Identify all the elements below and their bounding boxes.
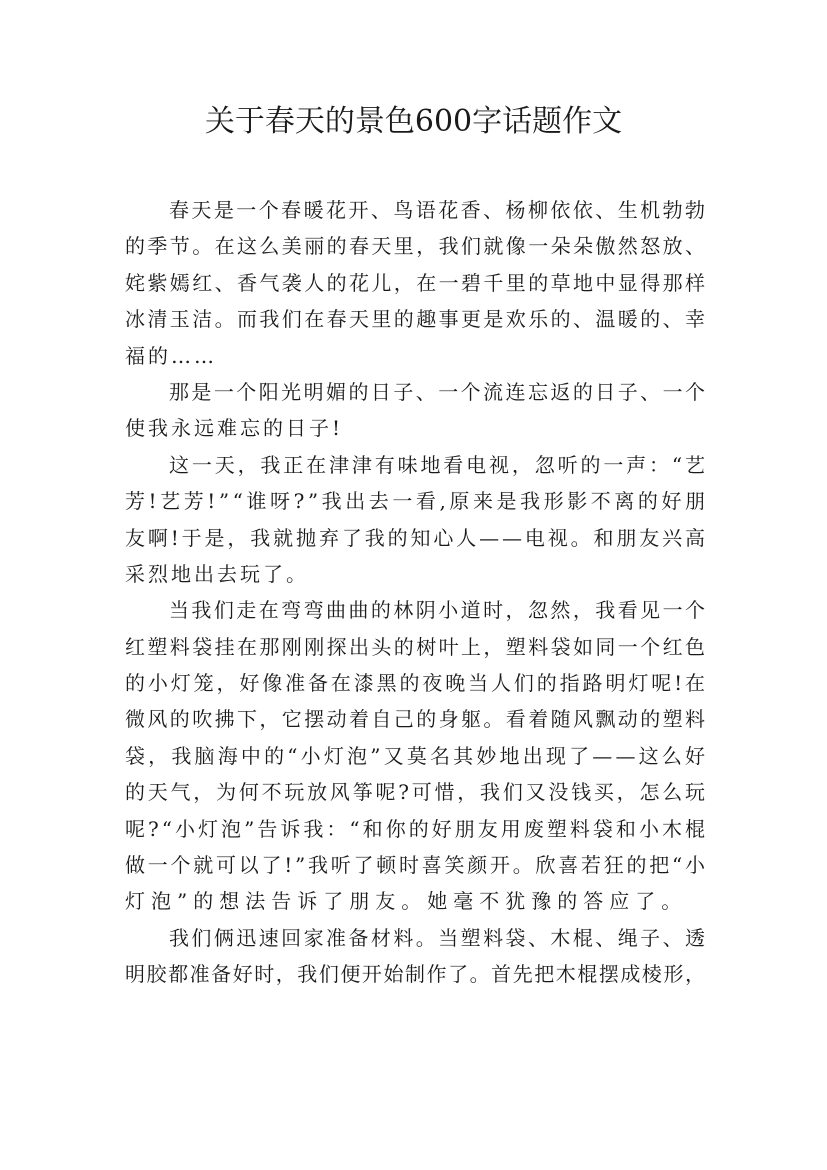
text-line: 微风的吹拂下，它摆动着自己的身躯。看着随风飘动的塑料 [125, 707, 708, 732]
text-line: 春天是一个春暖花开、鸟语花香、杨柳依依、生机勃勃 [169, 198, 708, 222]
text-line: 那是一个阳光明媚的日子、一个流连忘返的日子、一个 [169, 379, 708, 404]
text-line: 的小灯笼，好像准备在漆黑的夜晚当人们的指路明灯呢!在 [125, 671, 708, 696]
text-line: 袋，我脑海中的“小灯泡”又莫名其妙地出现了——这么好 [125, 743, 709, 768]
document-title: 关于春天的景色600字话题作文 [204, 104, 623, 139]
text-line: 灯泡”的想法告诉了朋友。她毫不犹豫的答应了。 [125, 889, 688, 914]
text-line: 的季节。在这么美丽的春天里，我们就像一朵朵傲然怒放、 [125, 234, 708, 259]
text-line: 这一天，我正在津津有味地看电视，忽听的一声：“艺 [169, 452, 708, 477]
text-line: 呢?“小灯泡”告诉我：“和你的好朋友用废塑料袋和小木棍 [125, 816, 709, 841]
text-line: 当我们走在弯弯曲曲的林阴小道时，忽然，我看见一个 [169, 598, 708, 623]
text-line: 冰清玉洁。而我们在春天里的趣事更是欢乐的、温暖的、幸 [125, 307, 708, 332]
text-line: 姹紫嫣红、香气袭人的花儿，在一碧千里的草地中显得那样 [125, 270, 708, 295]
text-line: 做一个就可以了!”我听了顿时喜笑颜开。欣喜若狂的把“小 [125, 853, 708, 878]
text-line: 的天气，为何不玩放风筝呢?可惜，我们又没钱买，怎么玩 [125, 780, 708, 805]
document-body [125, 192, 709, 993]
text-line: 采烈地出去玩了。 [125, 561, 309, 586]
text-line: 我们俩迅速回家准备材料。当塑料袋、木棍、绳子、透 [169, 925, 708, 950]
text-line: 芳!艺芳!”“谁呀?”我出去一看,原来是我形影不离的好朋 [125, 489, 709, 514]
text-line: 红塑料袋挂在那刚刚探出头的树叶上，塑料袋如同一个红色 [125, 634, 708, 659]
text-line: 友啊!于是，我就抛弃了我的知心人——电视。和朋友兴高 [125, 525, 708, 550]
text-line: 福的…… [125, 343, 217, 368]
text-line: 使我永远难忘的日子! [125, 416, 344, 441]
text-line: 明胶都准备好时，我们便开始制作了。首先把木棍摆成棱形， [125, 962, 707, 987]
